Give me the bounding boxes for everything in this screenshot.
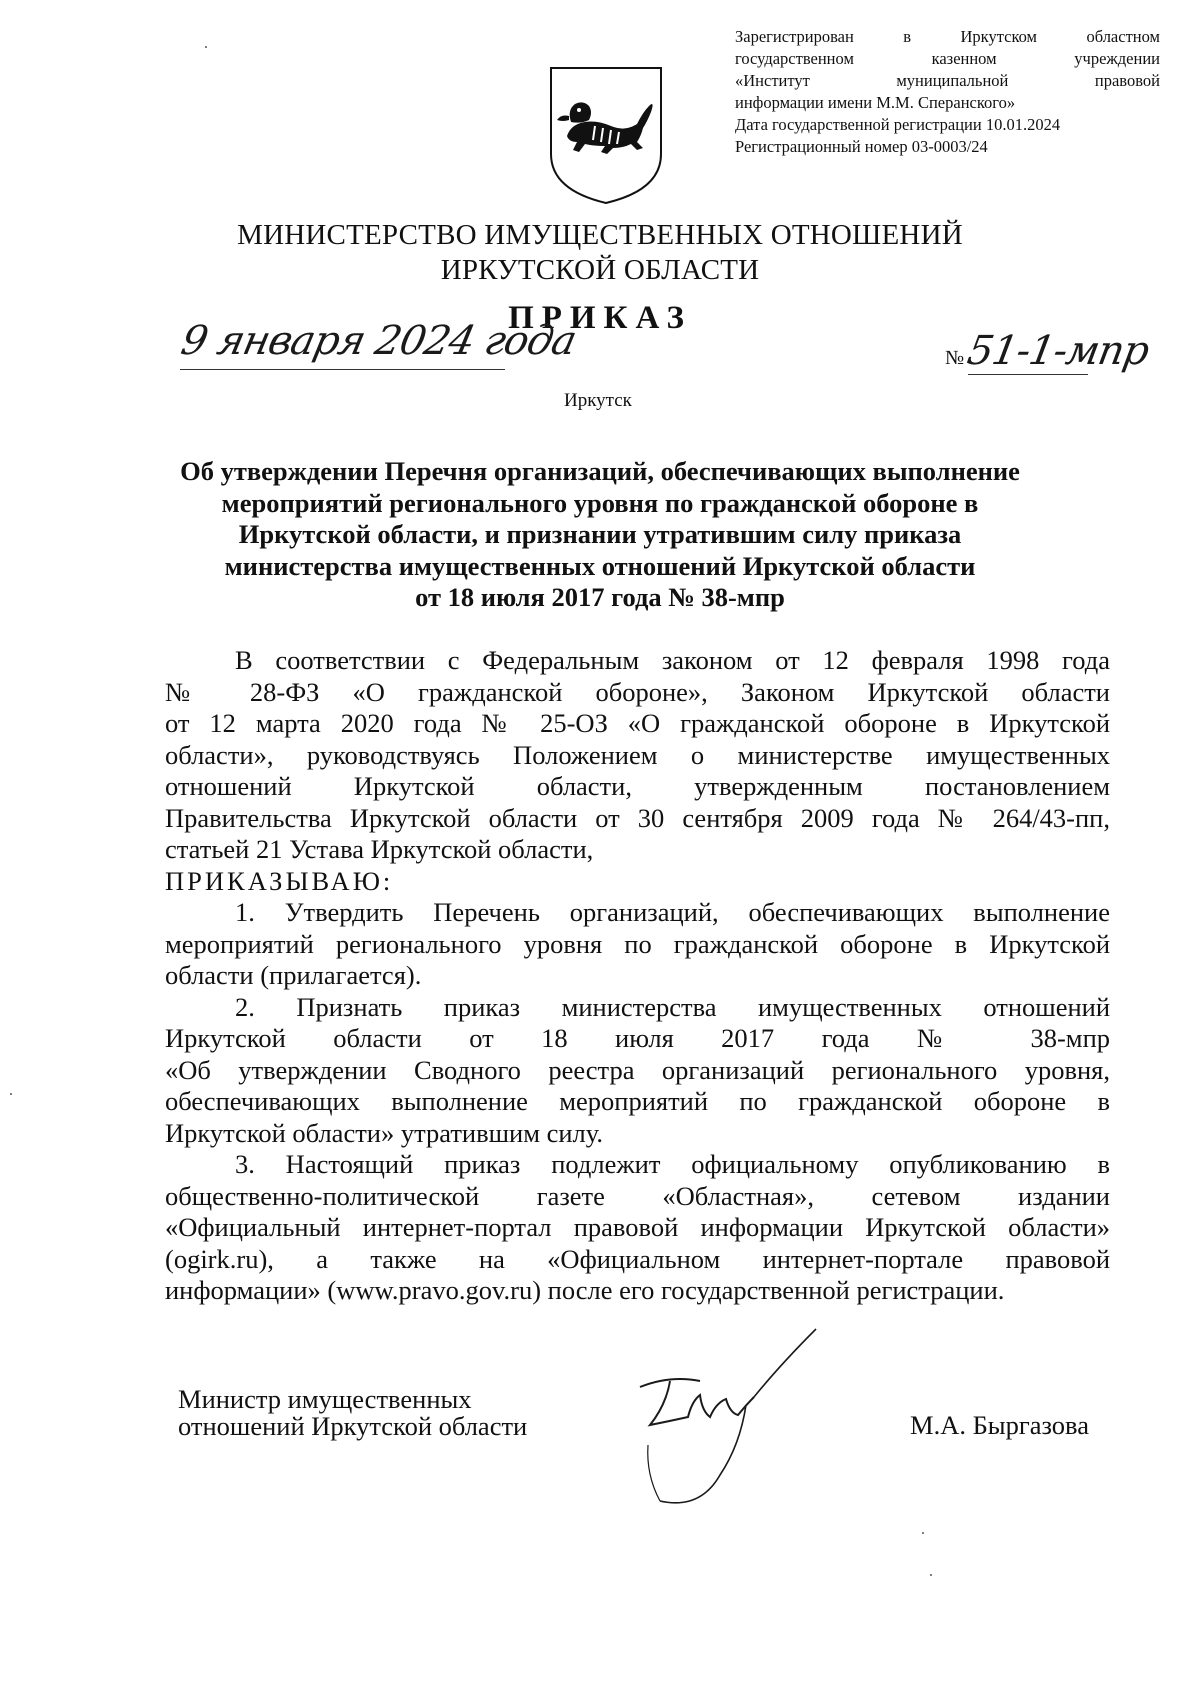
item-3-paragraph (165, 1149, 1110, 1307)
registration-number: Регистрационный номер 03-0003/24 (735, 137, 988, 156)
irkutsk-coat-of-arms-icon (545, 62, 667, 208)
scan-speck (10, 1093, 12, 1095)
title-line: Об утверждении Перечня организаций, обеспечивающих выполнение (180, 456, 1020, 486)
body-line: 2. Признать приказ министерства имущественных отношений (235, 991, 1110, 1022)
handwritten-signature-icon (630, 1325, 840, 1525)
scan-speck (930, 1574, 932, 1576)
body-line: информации» (www.pravo.gov.ru) после его государственной регистрации. (165, 1275, 1005, 1305)
title-line: мероприятий регионального уровня по гражданской обороне в (221, 487, 979, 518)
position-line: Министр имущественных (178, 1384, 472, 1414)
body-line: статьей 21 Устава Иркутской области, (165, 834, 594, 864)
ministry-name: МИНИСТЕРСТВО ИМУЩЕСТВЕННЫХ ОТНОШЕНИЙ (237, 219, 963, 251)
scan-speck (205, 46, 207, 48)
city-label: Иркутск (564, 390, 632, 411)
date-underline (180, 369, 505, 370)
body-line: мероприятий регионального уровня по гражданской обороне в Иркутской (165, 928, 1110, 959)
body-line: от 12 марта 2020 года № 25-ОЗ «О гражданской обороне в Иркутской (165, 708, 1110, 738)
registration-date: Дата государственной регистрации 10.01.2024 (735, 115, 1061, 134)
body-line: Иркутской области от 18 июля 2017 года № 38-мпр (165, 1023, 1110, 1053)
title-line: от 18 июля 2017 года № 38-мпр (415, 582, 785, 612)
position-line: отношений Иркутской области (178, 1411, 528, 1441)
document-title (160, 456, 1040, 614)
item-1-paragraph (165, 897, 1110, 992)
body-line: отношений Иркутской области, утвержденным постановлением (165, 771, 1110, 801)
body-line: В соответствии с Федеральным законом от 12 февраля 1998 года (235, 645, 1110, 675)
document-number (945, 328, 1153, 374)
body-line: обеспечивающих выполнение мероприятий по гражданской обороне в (165, 1086, 1110, 1116)
number-sign: № (945, 347, 965, 369)
registration-stamp (735, 26, 1160, 158)
ministry-heading (0, 218, 1200, 288)
body-line: общественно-политической газете «Областная», сетевом издании (165, 1180, 1110, 1211)
registration-line: государственном казенном учреждении (735, 49, 1160, 68)
preamble-paragraph (165, 645, 1110, 866)
number-underline (968, 374, 1088, 375)
scan-speck (922, 1532, 924, 1534)
body-line: № 28-ФЗ «О гражданской обороне», Законом Иркутской области (165, 676, 1110, 707)
document-type: ПРИКАЗ (508, 300, 692, 336)
registration-line: «Институт муниципальной правовой (735, 71, 1160, 90)
handwritten-number: 51-1-мпр (964, 328, 1153, 374)
body-line: «Официальный интернет-портал правовой информации Иркутской области» (165, 1212, 1110, 1242)
title-line: Иркутской области, и признании утратившим силу приказа (238, 519, 962, 549)
body-line: Правительства Иркутской области от 30 сентября 2009 года № 264/43-пп, (165, 802, 1110, 833)
title-line: министерства имущественных отношений Иркутской области (224, 550, 976, 581)
signatory-name: М.А. Быргазова (910, 1410, 1089, 1440)
body-line: Иркутской области» утратившим силу. (165, 1117, 603, 1148)
signatory-position (178, 1386, 527, 1440)
handwritten-date: 9 января 2024 года (177, 318, 580, 364)
body-line: области (прилагается). (165, 960, 422, 990)
document-body (165, 645, 1110, 1307)
registration-line: информации имени М.М. Сперанского» (735, 93, 1016, 112)
body-line: 1. Утвердить Перечень организаций, обеспечивающих выполнение (235, 897, 1110, 927)
ministry-region: ИРКУТСКОЙ ОБЛАСТИ (440, 254, 760, 286)
item-2-paragraph (165, 992, 1110, 1150)
body-line: «Об утверждении Сводного реестра организаций регионального уровня, (165, 1054, 1110, 1085)
body-line: (ogirk.ru), а также на «Официальном интернет-портале правовой (165, 1243, 1110, 1274)
registration-line: Зарегистрирован в Иркутском областном (735, 27, 1160, 46)
order-word: ПРИКАЗЫВАЮ: (165, 865, 394, 896)
body-line: области», руководствуясь Положением о министерстве имущественных (165, 739, 1110, 770)
body-line: 3. Настоящий приказ подлежит официальному опубликованию в (235, 1149, 1110, 1179)
